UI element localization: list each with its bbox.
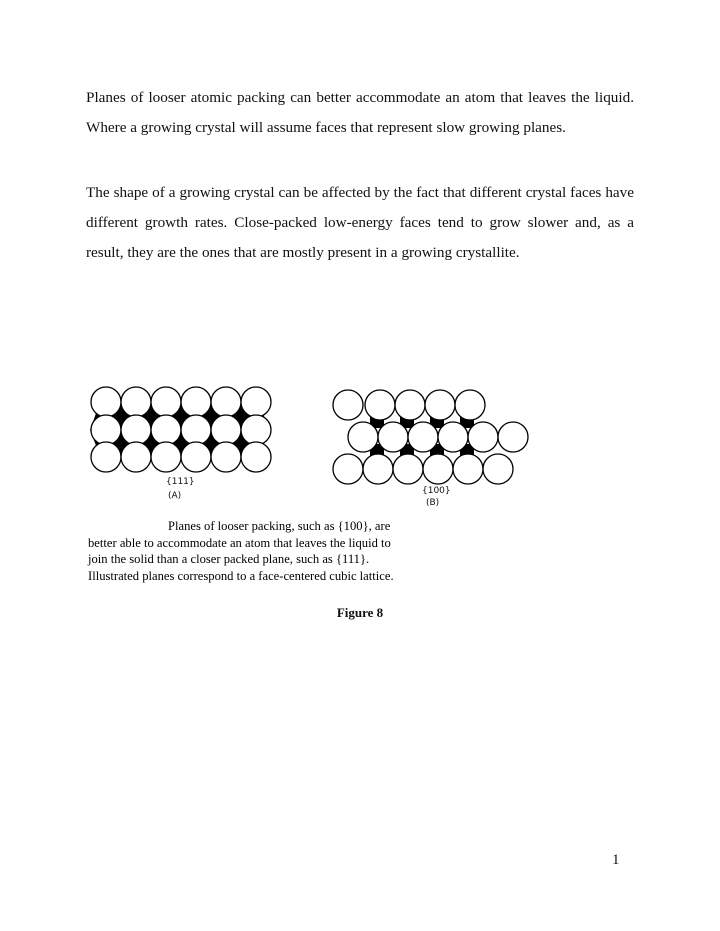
page-number: 1 [612, 852, 620, 868]
atom [378, 422, 408, 452]
atom [121, 387, 151, 417]
panel-b-index-label: {100} [422, 486, 451, 496]
figure-caption [88, 518, 448, 584]
panel-b-letter-label: (B) [426, 498, 440, 508]
atom [151, 442, 181, 472]
atom [211, 415, 241, 445]
atom [468, 422, 498, 452]
panel-a-letter-label: (A) [168, 491, 182, 501]
atom [241, 442, 271, 472]
atom [91, 387, 121, 417]
paragraph-1: Planes of looser atomic packing can better accommodate an atom that leaves the liquid. Where a growing crystal will assume faces that represent slow growing planes. [86, 89, 634, 136]
caption-line: Planes of looser packing, such as {100}, are [168, 519, 391, 533]
paragraph-2: The shape of a growing crystal can be affected by the fact that different crystal faces have different growth rates. Close-packed low-energy faces tend to grow slower and, as a result, they are the ones that are mostly present in a growing crystallite. [86, 184, 634, 261]
atom [181, 387, 211, 417]
caption-line: better able to accommodate an atom that leaves the liquid to [88, 535, 391, 550]
caption-line: Illustrated planes correspond to a face-centered cubic lattice. [88, 568, 394, 583]
atom [425, 390, 455, 420]
atom [365, 390, 395, 420]
atom [333, 454, 363, 484]
atom [91, 442, 121, 472]
panel-a-index-label: {111} [166, 477, 195, 487]
atom [151, 387, 181, 417]
caption-line: join the solid than a closer packed plane, such as {111}. [88, 552, 370, 567]
atom [348, 422, 378, 452]
atom [211, 442, 241, 472]
crystal-planes-diagram [80, 378, 540, 518]
atom [241, 387, 271, 417]
atom [211, 387, 241, 417]
atom [241, 415, 271, 445]
atom [455, 390, 485, 420]
atom [408, 422, 438, 452]
atom [395, 390, 425, 420]
atom [363, 454, 393, 484]
atom [181, 415, 211, 445]
atom [453, 454, 483, 484]
atom [121, 442, 151, 472]
atom [333, 390, 363, 420]
atom [423, 454, 453, 484]
panel-a-111-plane [90, 387, 271, 501]
atom [498, 422, 528, 452]
atom [393, 454, 423, 484]
atom [438, 422, 468, 452]
atom [91, 415, 121, 445]
panel-b-100-plane [333, 390, 528, 508]
atom [483, 454, 513, 484]
atom [121, 415, 151, 445]
atom [181, 442, 211, 472]
figure-title: Figure 8 [336, 605, 384, 620]
atom [151, 415, 181, 445]
